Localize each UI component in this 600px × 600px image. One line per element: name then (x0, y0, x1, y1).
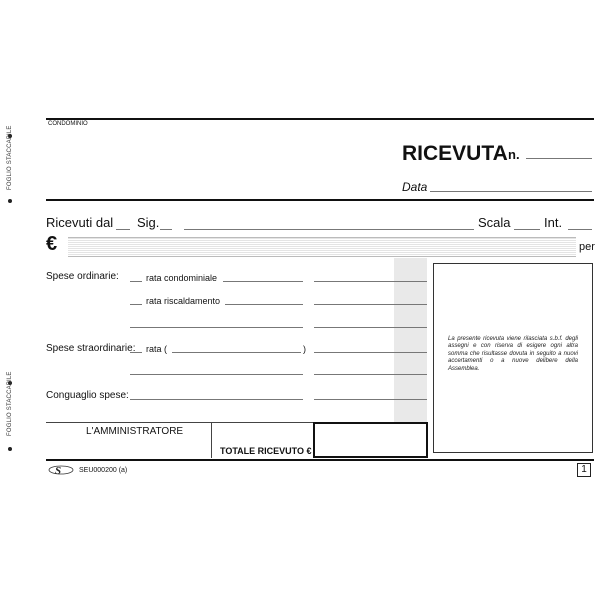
perforation-dot (8, 199, 12, 203)
page-number: 1 (577, 463, 591, 477)
total-received-label: TOTALE RICEVUTO € (220, 446, 312, 456)
rata-riscaldamento-label: rata riscaldamento (146, 296, 221, 306)
disclaimer-text: La presente ricevuta viene rilasciata s.b.f. degli assegni e con riserva di esigere ogni altra somma che risultasse dovuta in seguito a nuovi accertamenti o a nuove delibere della Assemblea. (448, 336, 578, 372)
extraordinary-lead-line (130, 352, 142, 353)
per-label: per (579, 241, 595, 253)
brand-logo-letter: S (55, 465, 62, 477)
extraordinary-blank-line (130, 374, 303, 375)
receipt-title: RICEVUTA (402, 142, 508, 165)
ordinary-amount-line-2 (314, 304, 427, 305)
condominio-label: CONDOMINIO (48, 121, 88, 127)
ordinary-expenses-label: Spese ordinarie: (46, 271, 119, 282)
top-border (46, 118, 594, 120)
scala-line (514, 229, 540, 230)
name-line-long (184, 229, 474, 230)
number-line (526, 158, 592, 159)
name-line (160, 229, 172, 230)
perforation-dot (8, 447, 12, 451)
received-from-label: Ricevuti dal (46, 215, 114, 230)
extraordinary-amount-line-1 (314, 352, 427, 353)
date-label: Data (402, 180, 428, 194)
adjustment-amount-line (314, 399, 427, 400)
form-code: SEU000200 (a) (79, 467, 128, 474)
brand-logo (48, 463, 74, 477)
total-amount-box[interactable] (313, 422, 428, 458)
administrator-separator (211, 422, 212, 458)
rata-detail-line (172, 352, 301, 353)
ordinary-blank-line (130, 327, 303, 328)
bottom-border (46, 459, 594, 461)
date-line (430, 191, 592, 192)
stub-label-bottom: FOGLIO STACCABILE (7, 371, 13, 436)
extraordinary-expenses-label: Spese straordinarie: (46, 343, 136, 354)
int-line (568, 229, 592, 230)
scala-label: Scala (478, 215, 511, 230)
administrator-label: L'AMMINISTRATORE (86, 426, 184, 437)
header-divider (46, 199, 594, 201)
ordinary-lead-line-2 (130, 304, 142, 305)
ordinary-amount-line-1 (314, 281, 427, 282)
footer-top-line (46, 422, 314, 423)
sig-label: Sig. (137, 215, 160, 230)
amount-field[interactable] (68, 237, 576, 257)
rata-condominiale-line (223, 281, 303, 282)
int-label: Int. (544, 215, 563, 230)
rata-close-label: ) (303, 344, 306, 354)
rata-condominiale-label: rata condominiale (146, 273, 218, 283)
received-from-line (116, 229, 130, 230)
number-label: n. (508, 147, 520, 162)
euro-symbol: € (46, 233, 58, 255)
ordinary-amount-line-3 (314, 327, 427, 328)
adjustment-label: Conguaglio spese: (46, 390, 129, 401)
stub-label-top: FOGLIO STACCABILE (7, 125, 13, 190)
rata-riscaldamento-line (225, 304, 303, 305)
extraordinary-amount-line-2 (314, 374, 427, 375)
ordinary-lead-line-1 (130, 281, 142, 282)
rata-open-label: rata ( (146, 344, 168, 354)
adjustment-line (130, 399, 303, 400)
